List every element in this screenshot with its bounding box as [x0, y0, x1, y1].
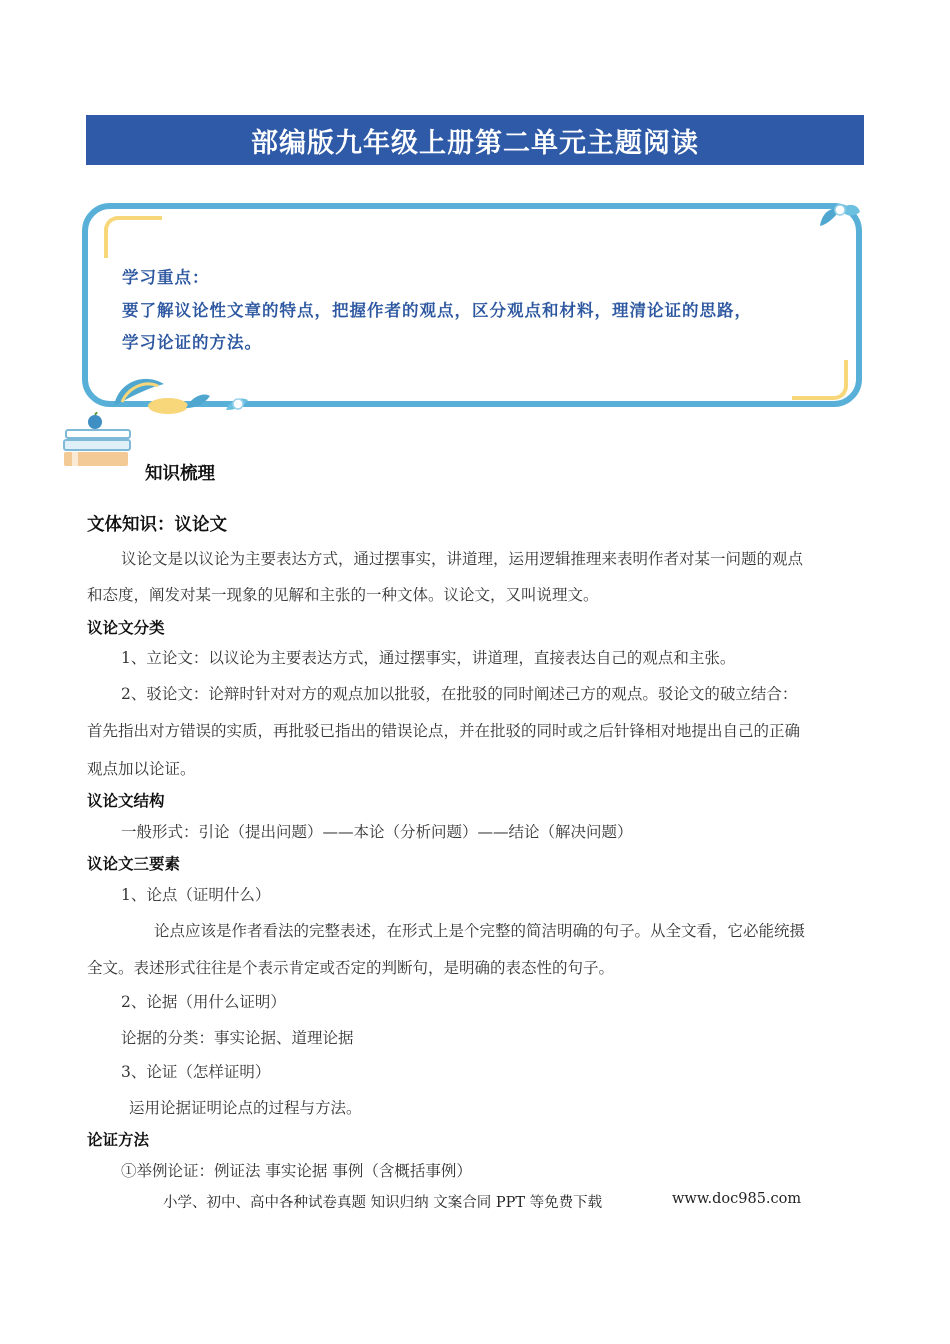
heading-elements: 议论文三要素	[87, 855, 181, 873]
focus-line-2: 学习论证的方法。	[122, 333, 262, 352]
paragraph: 论点应该是作者看法的完整表述，在形式上是个完整的简洁明确的句子。从全文看，它必能统摄	[154, 922, 806, 940]
focus-line-1: 要了解议论性文章的特点，把握作者的观点，区分观点和材料，理清论证的思路，	[122, 301, 752, 320]
paragraph: ①举例论证：例证法 事实论据 事例（含概括事例）	[121, 1162, 472, 1180]
paragraph: 和态度，阐发对某一现象的见解和主张的一种文体。议论文，又叫说理文。	[87, 586, 599, 604]
leaf-icon	[816, 198, 862, 232]
paragraph: 观点加以论证。	[87, 760, 196, 778]
paragraph: 首先指出对方错误的实质，再批驳已指出的错误论点，并在批驳的同时或之后针锋相对地提出自己的正确	[87, 722, 801, 740]
heading-methods: 论证方法	[87, 1131, 150, 1149]
footer-url[interactable]: www.doc985.com	[672, 1191, 802, 1207]
paragraph: 1、立论文：以议论为主要表达方式，通过摆事实，讲道理，直接表达自己的观点和主张。	[121, 649, 736, 667]
section-heading: 知识梳理	[145, 464, 215, 484]
paragraph: 议论文是以议论为主要表达方式，通过摆事实，讲道理，运用逻辑推理来表明作者对某一问题的观点	[121, 550, 804, 568]
books-icon	[62, 412, 136, 468]
paragraph: 2、论据（用什么证明）	[121, 993, 286, 1011]
focus-label: 学习重点：	[122, 268, 210, 287]
paragraph: 全文。表述形式往往是个表示肯定或否定的判断句，是明确的表态性的句子。	[87, 959, 615, 977]
umbrella-leaves-icon	[108, 366, 268, 418]
paragraph: 3、论证（怎样证明）	[121, 1063, 271, 1081]
paragraph: 1、论点（证明什么）	[121, 886, 271, 904]
paragraph: 论据的分类：事实论据、道理论据	[121, 1029, 354, 1047]
corner-decoration-bottom-right	[792, 360, 848, 400]
paragraph: 一般形式：引论（提出问题）——本论（分析问题）——结论（解决问题）	[121, 823, 633, 841]
paragraph: 2、驳论文：论辩时针对对方的观点加以批驳，在批驳的同时阐述己方的观点。驳论文的破立结合：	[121, 685, 798, 703]
heading-genre: 文体知识：议论文	[87, 515, 227, 535]
heading-types: 议论文分类	[87, 619, 165, 637]
corner-decoration-top-left	[104, 216, 162, 258]
paragraph: 运用论据证明论点的过程与方法。	[129, 1099, 362, 1117]
page-title: 部编版九年级上册第二单元主题阅读	[86, 115, 864, 165]
heading-structure: 议论文结构	[87, 792, 165, 810]
footer-text: 小学、初中、高中各种试卷真题 知识归纳 文案合同 PPT 等免费下载	[163, 1195, 603, 1211]
